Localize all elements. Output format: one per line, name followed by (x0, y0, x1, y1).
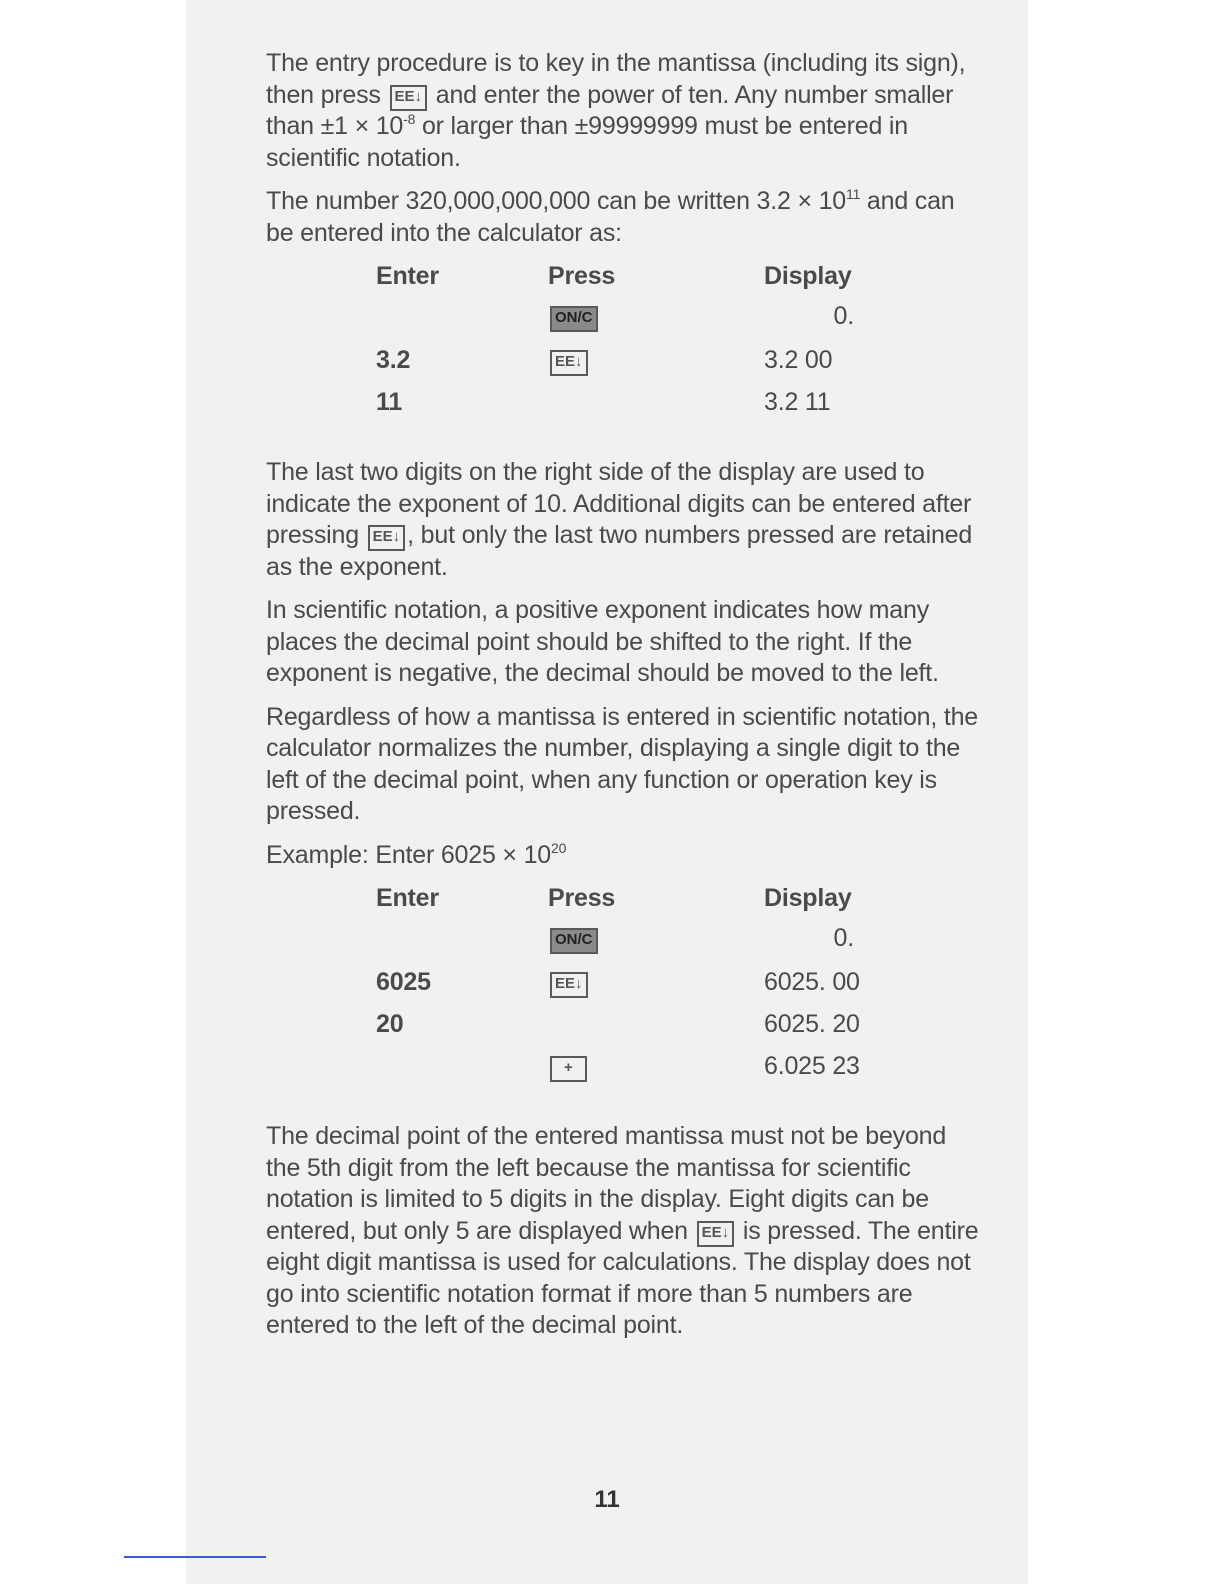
paragraph-normalization: Regardless of how a mantissa is entered in scientific notation, the calculator normalizes the number, displaying a single digit to the left of the decimal point, when any function or operation key is pressed. (266, 702, 978, 825)
page-number: 11 (594, 1486, 620, 1513)
text: , but only the last two numbers pressed are retained as the exponent. (266, 521, 973, 581)
display-exponent: 23 (832, 1052, 860, 1080)
header-press: Press (548, 884, 616, 912)
display-exponent: 00 (832, 968, 860, 996)
exponent: 20 (550, 839, 567, 856)
display-exponent: 20 (832, 1010, 860, 1038)
header-enter: Enter (376, 262, 439, 290)
display-mantissa: 0. (833, 924, 854, 952)
display-exponent: 11 (804, 388, 831, 416)
table-row (266, 1051, 986, 1087)
ee-key: EE↓ (550, 350, 588, 376)
ee-key: EE↓ (697, 1221, 735, 1247)
footnote-rule (124, 1556, 266, 1558)
enter-value: 3.2 (376, 346, 411, 374)
text: The number 320,000,000,000 can be written 3.2 × 10 (266, 187, 847, 215)
enter-value: 11 (376, 388, 403, 416)
text: and can be entered into the calculator as: (266, 187, 955, 247)
paragraph-example (266, 840, 986, 872)
text: or larger than ±99999999 must be entered in scientific notation. (266, 112, 908, 172)
exponent: -8 (403, 111, 416, 127)
text: The last two digits on the right side of the display are used to indicate the exponent of 10. Additional digits can be entered after pressing (266, 458, 972, 549)
table-row (266, 967, 986, 1003)
ee-key: EE↓ (368, 525, 406, 551)
display-mantissa: 6025. (764, 968, 826, 996)
paragraph-exponent-digits (266, 457, 986, 583)
paragraph-entry-procedure (266, 48, 986, 174)
onc-key: ON/C (550, 306, 598, 332)
header-display: Display (764, 884, 852, 912)
ee-key: EE↓ (390, 85, 428, 111)
table-header (266, 261, 986, 297)
manual-page (186, 0, 1028, 1584)
table-row (266, 923, 986, 959)
display-exponent: 00 (804, 346, 833, 374)
table-row (266, 387, 986, 423)
display-mantissa: 6025. (764, 1010, 826, 1038)
exponent: 11 (846, 186, 861, 202)
table-row (266, 1009, 986, 1045)
header-display: Display (764, 262, 852, 290)
paragraph-example-number (266, 186, 986, 249)
text: and enter the power of ten. Any number smaller than ±1 × 10 (266, 80, 954, 140)
paragraph-positive-exponent: In scientific notation, a positive exponent indicates how many places the decimal point should be shifted to the right. If the exponent is negative, the decimal should be moved to the left. (266, 596, 939, 687)
page-content (266, 48, 986, 1354)
display-mantissa: 3.2 (764, 346, 799, 374)
paragraph-mantissa-limit (266, 1121, 986, 1342)
onc-key: ON/C (550, 928, 598, 954)
header-press: Press (548, 262, 616, 290)
text: Example: Enter 6025 × 10 (266, 840, 551, 869)
table-row (266, 301, 986, 337)
display-mantissa: 6.025 (764, 1052, 826, 1080)
key-sequence-table-2 (266, 883, 986, 1115)
table-header (266, 883, 986, 919)
key-sequence-table-1 (266, 261, 986, 451)
text: The entry procedure is to key in the mantissa (including its sign), then press (266, 49, 966, 109)
enter-value: 6025 (376, 968, 431, 996)
plus-key: + (550, 1056, 587, 1082)
text: is pressed. The entire eight digit mantissa is used for calculations. The display does not go into scientific notation format if more than 5 numbers are entered to the left of the decimal point. (266, 1216, 979, 1339)
ee-key: EE↓ (550, 972, 588, 998)
display-mantissa: 0. (833, 302, 854, 330)
display-mantissa: 3.2 (764, 388, 799, 416)
enter-value: 20 (376, 1010, 404, 1038)
text: The decimal point of the entered mantissa must not be beyond the 5th digit from the left because the mantissa for scientific notation is limited to 5 digits in the display. Eight digits can be entered, but only 5 are displayed when (266, 1122, 947, 1245)
header-enter: Enter (376, 884, 439, 912)
table-row (266, 345, 986, 381)
